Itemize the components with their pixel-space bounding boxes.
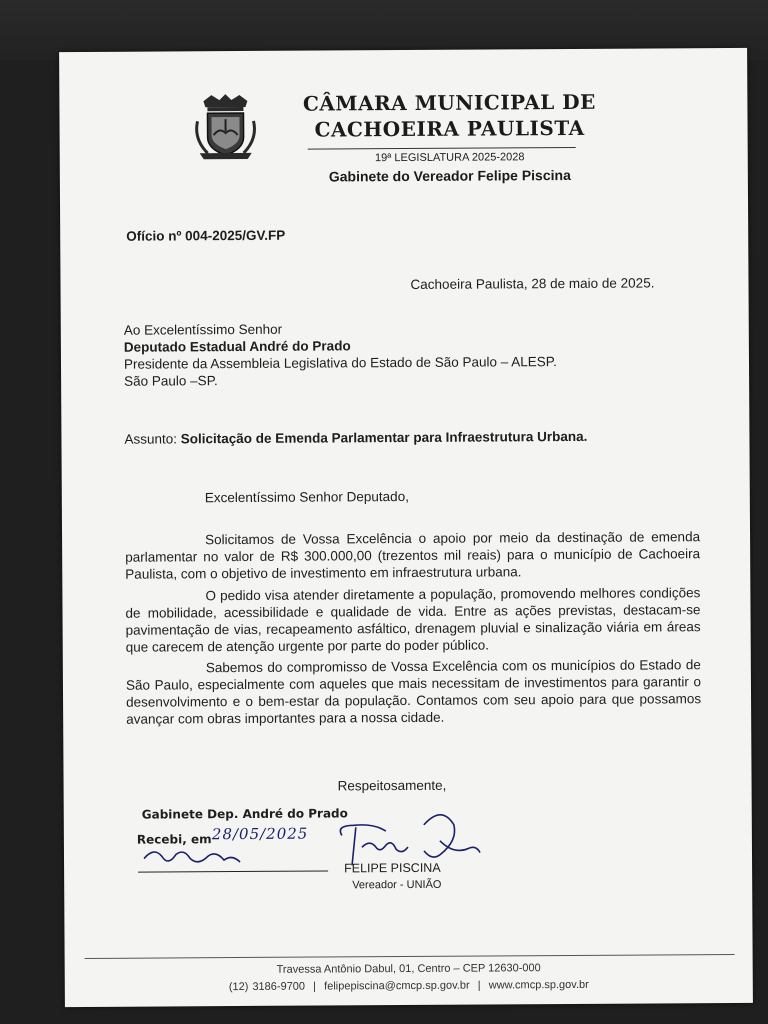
receipt-stamp-label: Recebi, em — [136, 832, 212, 847]
letter-page — [59, 48, 753, 1007]
recipient-title: Presidente da Assembleia Legislativa do Estado de São Paulo – ALESP. — [123, 354, 557, 372]
receipt-stamp-office: Gabinete Dep. André do Prado — [141, 806, 348, 822]
footer-phone: (12) 3186-9700 — [228, 980, 306, 994]
receipt-handwritten-date: 28/05/2025 — [211, 824, 309, 844]
signer-name: FELIPE PISCINA — [344, 860, 441, 876]
recipient-city: São Paulo –SP. — [124, 373, 218, 389]
recipient-block — [124, 318, 684, 389]
subject-label: Assunto: — [124, 431, 178, 447]
chamber-title — [299, 89, 599, 143]
chamber-title-line2: CACHOEIRA PAULISTA — [314, 115, 585, 142]
footer-address: Travessa Antônio Dabul, 01, Centro – CEP 12630-000 — [276, 962, 541, 976]
footer-website: www.cmcp.sp.gov.br — [488, 978, 589, 992]
body-paragraph-3: Sabemos do compromisso de Vossa Excelência com os municípios do Estado de São Paulo, especialmente com aqueles que mais necessitam de investimentos para garantir o desenvolvimento e o bem-estar da população. Contamos com seu apoio para que possamos avançar com obras importantes para a nossa cidade. — [125, 657, 702, 727]
chamber-title-line1: CÂMARA MUNICIPAL DE — [302, 89, 596, 116]
subject-line — [124, 427, 704, 448]
body-paragraph-2: O pedido visa atender diretamente a população, promovendo melhores condições de mobilidade, acessibilidade e qualidade de vida. Entre as ações previstas, destacam-se pavimentação de vias, recapeamento asfáltico, drenagem pluvial e sinalização viária em áreas que carecem de atenção urgente por parte do poder público. — [125, 585, 701, 655]
recipient-name: Deputado Estadual André do Prado — [123, 338, 351, 355]
header-divider — [308, 147, 576, 150]
body-paragraph-1: Solicitamos de Vossa Excelência o apoio por meio da destinação de emenda parlamentar no valor de R$ 300.000,00 (trezentos mil reais) para o município de Cachoeira Paulista, com o objetivo de investimento em infraestrutura urbana. — [125, 529, 701, 582]
recipient-line1: Ao Excelentíssimo Senhor — [123, 321, 283, 338]
municipal-crest-icon — [189, 91, 261, 163]
receipt-signature-line — [138, 870, 328, 872]
office-name: Gabinete do Vereador Felipe Piscina — [328, 166, 571, 185]
footer-separator: | — [313, 980, 317, 993]
footer-email: felipepiscina@cmcp.sp.gov.br — [324, 979, 470, 993]
footer-contacts — [65, 976, 753, 997]
footer-separator: | — [477, 979, 481, 992]
footer-divider — [85, 954, 735, 959]
subject-text: Solicitação de Emenda Parlamentar para Infraestrutura Urbana. — [180, 428, 588, 447]
signer-role: Vereador - UNIÃO — [352, 878, 442, 892]
legislature-label: 19ª LEGISLATURA 2025-2028 — [375, 151, 525, 165]
dateline: Cachoeira Paulista, 28 de maio de 2025. — [410, 275, 655, 292]
salutation: Excelentíssimo Senhor Deputado, — [204, 488, 409, 506]
closing: Respeitosamente, — [337, 777, 447, 794]
oficio-number: Ofício nº 004-2025/GV.FP — [126, 227, 286, 244]
